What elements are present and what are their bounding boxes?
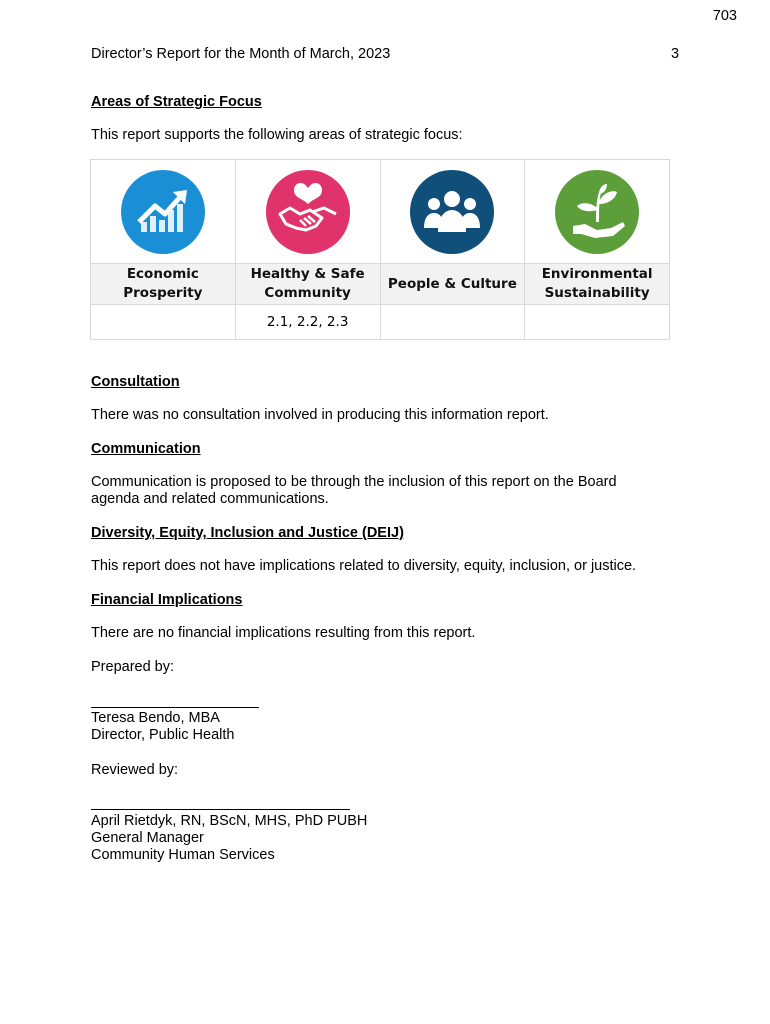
- heart-handshake-icon: [266, 170, 350, 254]
- reviewed-title: General Manager: [91, 830, 204, 846]
- financial-text: There are no financial implications resulting from this report.: [91, 625, 476, 641]
- reviewed-name: April Rietdyk, RN, BScN, MHS, PhD PUBH: [91, 813, 368, 829]
- people-icon-cell: [380, 160, 525, 264]
- economic-label-line1: Economic: [126, 266, 199, 282]
- communication-text: Communication is proposed to be through the inclusion of this report on the Board agenda and related communications.: [91, 474, 617, 507]
- reviewed-signature-line: [91, 809, 350, 810]
- consultation-text: There was no consultation involved in producing this information report.: [91, 407, 549, 423]
- healthy-label-line1: Healthy & Safe: [250, 266, 365, 282]
- report-header-page: 3: [671, 46, 680, 62]
- economic-label-cell: [91, 264, 236, 305]
- prepared-by-label: Prepared by:: [91, 659, 175, 675]
- healthy-value-cell: 2.1, 2.2, 2.3: [235, 305, 380, 340]
- strategic-focus-intro: This report supports the following areas of strategic focus:: [91, 127, 463, 143]
- people-icon: [410, 170, 494, 254]
- economic-icon-cell: [91, 160, 236, 264]
- environment-label-line1: Environmental: [541, 266, 653, 282]
- deij-text: This report does not have implications related to diversity, equity, inclusion, or justice.: [91, 558, 637, 574]
- economic-label-line2: Prosperity: [123, 285, 203, 301]
- plant-hand-icon: [555, 170, 639, 254]
- healthy-icon-cell: [235, 160, 380, 264]
- environment-value-cell: [525, 305, 670, 340]
- economic-value-cell: [91, 305, 236, 340]
- environment-label-line2: Sustainability: [544, 285, 650, 301]
- strategic-focus-table: [90, 159, 670, 340]
- growth-chart-icon: [121, 170, 205, 254]
- people-value-cell: [380, 305, 525, 340]
- healthy-label-line2: Community: [264, 285, 351, 301]
- deij-heading: Diversity, Equity, Inclusion and Justice (DEIJ): [91, 525, 404, 541]
- communication-heading: Communication: [91, 441, 201, 457]
- prepared-name: Teresa Bendo, MBA: [91, 710, 220, 726]
- environment-icon-cell: [525, 160, 670, 264]
- financial-heading: Financial Implications: [91, 592, 243, 608]
- report-header-title: Director’s Report for the Month of March, 2023: [91, 46, 391, 62]
- environment-label-cell: [525, 264, 670, 305]
- reviewed-department: Community Human Services: [91, 847, 275, 863]
- healthy-label-cell: [235, 264, 380, 305]
- people-label-cell: [380, 264, 525, 305]
- consultation-heading: Consultation: [91, 374, 180, 390]
- prepared-signature-line: [91, 707, 259, 708]
- page-number-top: 703: [712, 8, 737, 24]
- people-label-line1: People & Culture: [387, 275, 517, 292]
- prepared-title: Director, Public Health: [91, 727, 235, 743]
- reviewed-by-label: Reviewed by:: [91, 762, 179, 778]
- strategic-focus-heading: Areas of Strategic Focus: [91, 94, 262, 110]
